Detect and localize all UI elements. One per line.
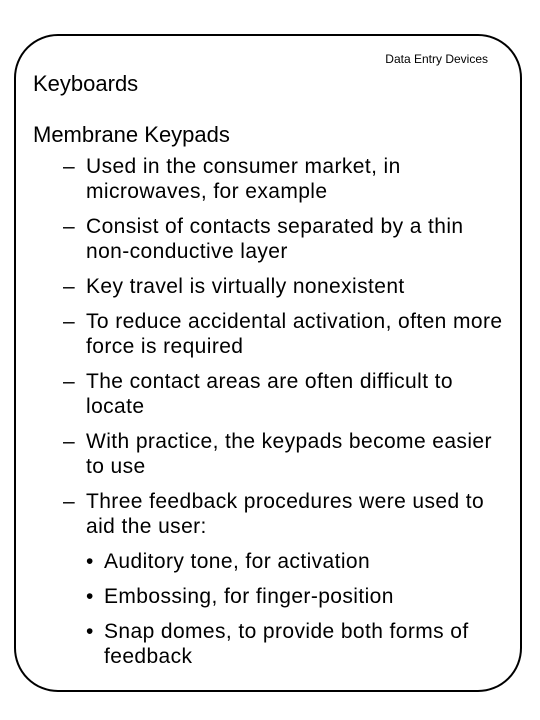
bullet-item <box>33 274 503 299</box>
bullet-text: To reduce accidental activation, often more force is required <box>86 310 503 358</box>
sub-bullet-text: Auditory tone, for activation <box>104 550 371 573</box>
dash-marker: – <box>63 155 76 178</box>
bullet-text: Three feedback procedures were used to aid the user: <box>86 490 485 538</box>
sub-bullet-list <box>86 549 503 669</box>
dash-marker: – <box>63 215 76 238</box>
bullet-text: Used in the consumer market, in microwaves, for example <box>86 155 401 203</box>
slide-content <box>33 120 503 679</box>
dash-marker: – <box>63 430 76 453</box>
sub-bullet-item <box>86 619 503 669</box>
main-heading: Membrane Keypads <box>33 122 230 147</box>
bullet-item <box>33 214 503 264</box>
sub-bullet-text: Embossing, for finger-position <box>104 585 394 608</box>
bullet-text: Consist of contacts separated by a thin non-conductive layer <box>86 215 464 263</box>
bullet-item <box>33 369 503 419</box>
dot-marker: • <box>86 585 94 608</box>
sub-bullet-item <box>86 549 503 574</box>
bullet-text: Key travel is virtually nonexistent <box>86 275 405 298</box>
bullet-text: The contact areas are often difficult to locate <box>86 370 453 418</box>
bullet-item <box>33 154 503 204</box>
sub-bullet-item <box>86 584 503 609</box>
dash-marker: – <box>63 370 76 393</box>
dot-marker: • <box>86 550 94 573</box>
bullet-text: With practice, the keypads become easier to use <box>86 430 492 478</box>
dash-marker: – <box>63 310 76 333</box>
bullet-item <box>33 489 503 669</box>
bullet-list <box>33 154 503 669</box>
bullet-item <box>33 429 503 479</box>
bullet-item <box>33 309 503 359</box>
dot-marker: • <box>86 620 94 643</box>
slide-header-label: Data Entry Devices <box>385 52 488 66</box>
section-title: Keyboards <box>33 71 139 96</box>
sub-bullet-text: Snap domes, to provide both forms of feedback <box>104 620 469 668</box>
dash-marker: – <box>63 490 76 513</box>
dash-marker: – <box>63 275 76 298</box>
